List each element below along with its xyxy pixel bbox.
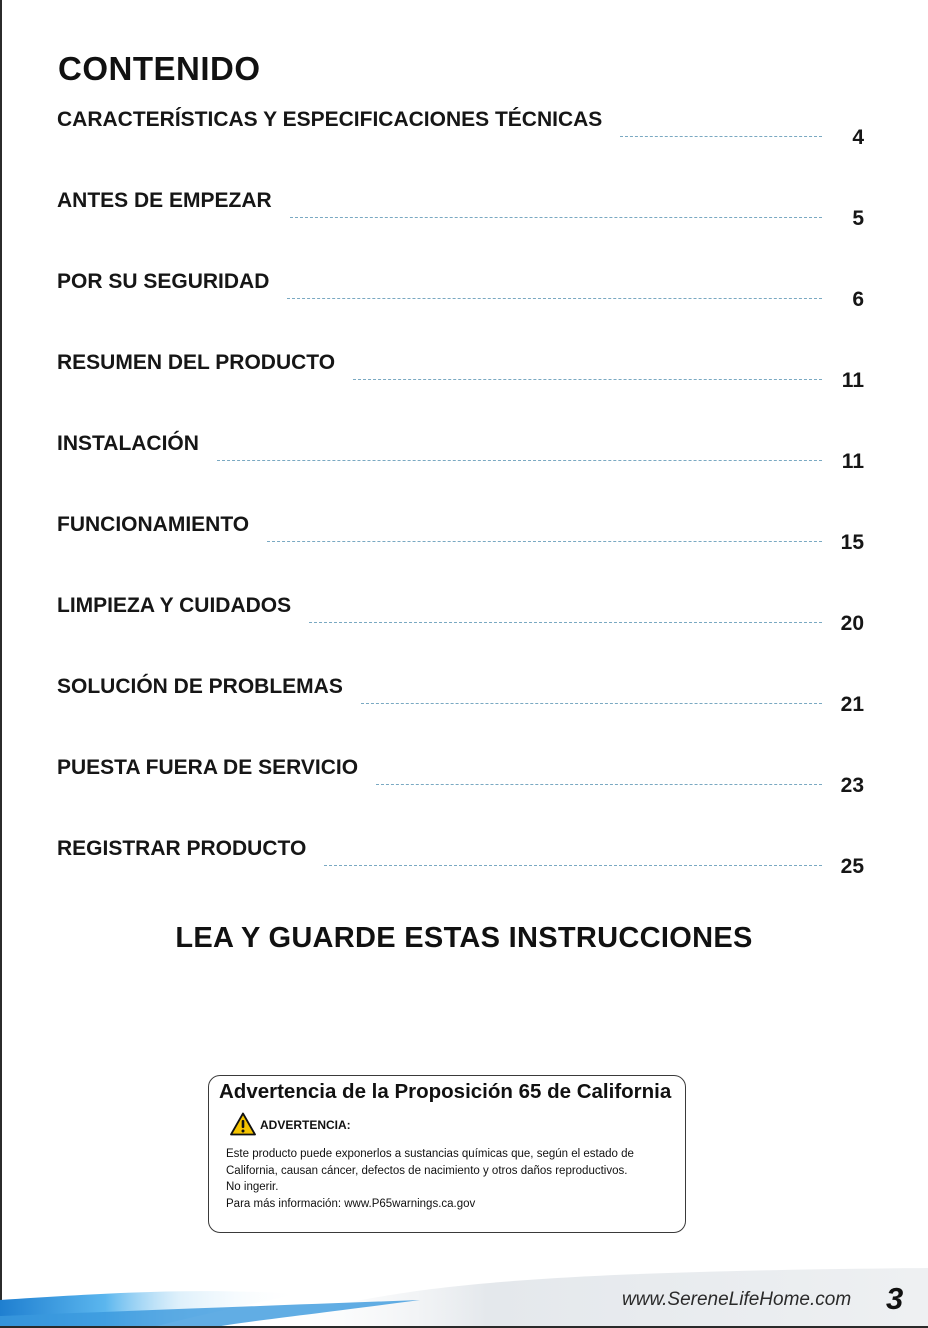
prop65-warning-box: [208, 1075, 686, 1233]
toc-page-number: 11: [841, 450, 864, 473]
toc-dot-leader: [620, 136, 822, 137]
instructions-banner: LEA Y GUARDE ESTAS INSTRUCCIONES: [175, 922, 753, 954]
left-border-rule: [0, 0, 2, 1328]
toc-label: POR SU SEGURIDAD: [57, 270, 270, 293]
warning-line: Para más información: www.P65warnings.ca.gov: [226, 1197, 476, 1210]
toc-label: CARACTERÍSTICAS Y ESPECIFICACIONES TÉCNICAS: [57, 108, 603, 131]
warning-body: [226, 1146, 634, 1212]
footer-page-number: 3: [886, 1281, 904, 1316]
toc-dot-leader: [361, 703, 822, 704]
toc-label: REGISTRAR PRODUCTO: [57, 837, 307, 860]
toc-dot-leader: [353, 379, 822, 380]
warning-triangle-icon: [230, 1112, 256, 1136]
toc-label: RESUMEN DEL PRODUCTO: [57, 351, 336, 374]
toc-page-number: 5: [852, 207, 864, 230]
toc-row[interactable]: [57, 756, 867, 796]
toc-page-number: 21: [840, 693, 864, 716]
toc-page-number: 15: [840, 531, 864, 554]
toc-row[interactable]: [57, 432, 867, 472]
toc-row[interactable]: [57, 189, 867, 229]
toc-dot-leader: [376, 784, 822, 785]
toc-label: FUNCIONAMIENTO: [57, 513, 250, 536]
warning-line: Este producto puede exponerlos a sustancias químicas que, según el estado de: [226, 1148, 634, 1160]
footer-website[interactable]: www.SereneLifeHome.com: [622, 1289, 852, 1310]
toc-page-number: 4: [852, 126, 864, 149]
toc-label: INSTALACIÓN: [57, 432, 199, 455]
toc-row[interactable]: [57, 351, 867, 391]
toc-row[interactable]: [57, 513, 867, 553]
toc-label: SOLUCIÓN DE PROBLEMAS: [57, 675, 343, 698]
warning-line: No ingerir.: [226, 1181, 279, 1193]
toc-row[interactable]: [57, 270, 867, 310]
toc-page-number: 6: [852, 288, 864, 311]
toc-page-number: 23: [840, 774, 864, 797]
toc-row[interactable]: [57, 675, 867, 715]
toc-label: PUESTA FUERA DE SERVICIO: [57, 756, 359, 779]
toc-dot-leader: [324, 865, 822, 866]
warning-line: California, causan cáncer, defectos de nacimiento y otros daños reproductivos.: [226, 1164, 628, 1177]
toc-dot-leader: [290, 217, 822, 218]
toc-dot-leader: [309, 622, 822, 623]
toc-page-number: 25: [840, 855, 864, 878]
toc-page-number: 11: [841, 369, 864, 392]
page-title: CONTENIDO: [58, 50, 261, 87]
toc-label: ANTES DE EMPEZAR: [57, 189, 272, 212]
warning-heading: Advertencia de la Proposición 65 de California: [219, 1080, 672, 1103]
toc-page-number: 20: [840, 612, 864, 635]
toc-row[interactable]: [57, 108, 867, 148]
toc-label: LIMPIEZA Y CUIDADOS: [57, 594, 292, 617]
toc-dot-leader: [287, 298, 822, 299]
toc-dot-leader: [217, 460, 822, 461]
toc-row[interactable]: [57, 594, 867, 634]
warning-label: ADVERTENCIA:: [260, 1118, 351, 1132]
toc-dot-leader: [267, 541, 822, 542]
toc-row[interactable]: [57, 837, 867, 877]
